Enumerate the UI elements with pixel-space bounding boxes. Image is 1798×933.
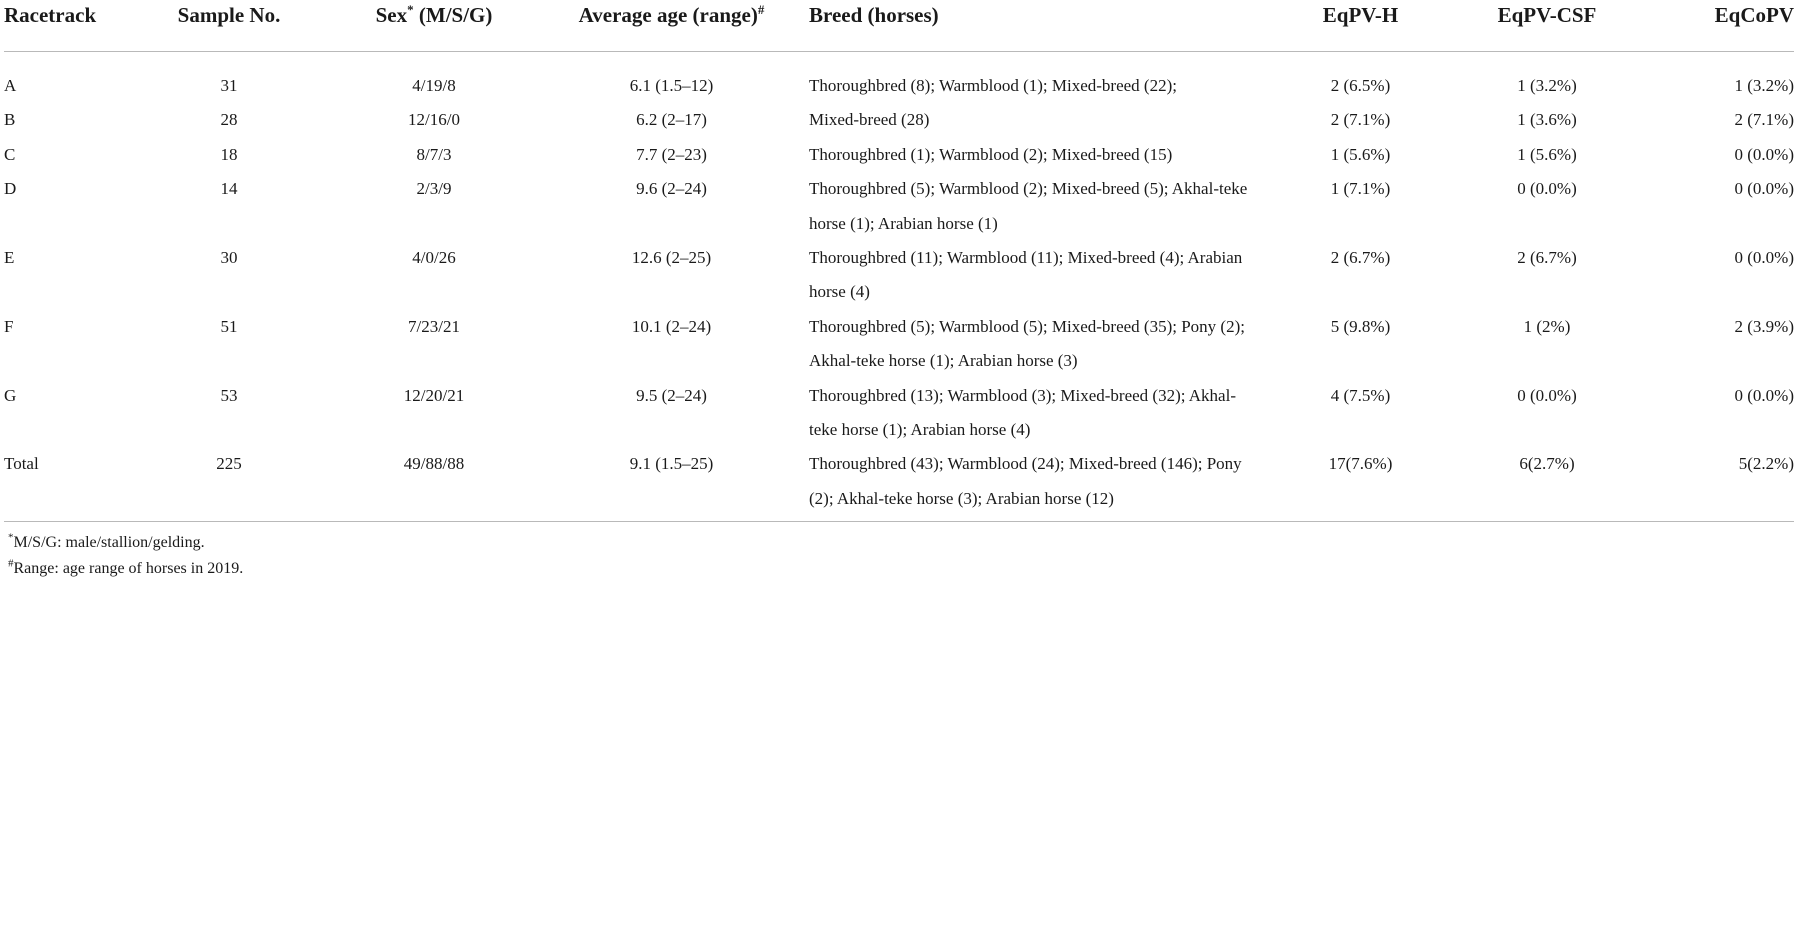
cell-racetrack: C <box>4 144 16 164</box>
table-footnotes <box>4 530 1798 582</box>
table-row <box>4 103 1794 137</box>
cell-sex: 2/3/9 <box>416 179 452 199</box>
cell-sex: 7/23/21 <box>408 316 460 336</box>
cell-eqpv-h: 1 (5.6%) <box>1330 144 1391 164</box>
cell-sample-no: 225 <box>124 447 334 521</box>
cell-breed: Thoroughbred (5); Warmblood (5); Mixed-breed (35); Pony (2); Akhal-teke horse (1); Arabian horse (3) <box>809 316 1245 371</box>
header-eqpv-csf: EqPV-CSF <box>1452 0 1642 52</box>
footnote-sex: *M/S/G: male/stallion/gelding. <box>8 531 205 552</box>
cell-eqpv-h: 2 (6.5%) <box>1330 76 1391 95</box>
cell-eqpv-h: 1 (7.1%) <box>1330 179 1391 199</box>
cell-eqpv-h: 4 (7.5%) <box>1330 385 1391 405</box>
cell-eqpv-csf: 1 (3.2%) <box>1517 76 1577 95</box>
cell-eqcopv: 2 (7.1%) <box>1734 110 1794 130</box>
cell-eqpv-h: 5 (9.8%) <box>1330 316 1391 336</box>
cell-breed: Thoroughbred (13); Warmblood (3); Mixed-breed (32); Akhal-teke horse (1); Arabian horse (4) <box>809 385 1236 440</box>
cell-sample-no: 30 <box>220 248 238 268</box>
header-eqcopv: EqCoPV <box>1642 0 1794 52</box>
cell-sex: 4/19/8 <box>412 76 456 95</box>
cell-breed: Thoroughbred (43); Warmblood (24); Mixed-breed (146); Pony (2); Akhal-teke horse (3); Arabian horse (12) <box>809 447 1269 521</box>
cell-sex: 49/88/88 <box>334 447 534 521</box>
horse-sample-table <box>4 0 1794 522</box>
cell-eqcopv: 0 (0.0%) <box>1734 179 1794 199</box>
cell-racetrack: Total <box>4 447 124 521</box>
cell-eqpv-csf: 6(2.7%) <box>1452 447 1642 521</box>
cell-breed: Thoroughbred (1); Warmblood (2); Mixed-breed (15) <box>809 144 1173 164</box>
cell-racetrack: D <box>4 179 17 199</box>
cell-eqpv-csf: 1 (3.6%) <box>1517 110 1577 130</box>
header-average-age: Average age (range)# <box>534 0 809 52</box>
table-row <box>4 172 1794 241</box>
cell-eqcopv: 0 (0.0%) <box>1734 248 1794 268</box>
cell-eqcopv: 5(2.2%) <box>1642 447 1794 521</box>
cell-sample-no: 31 <box>220 76 238 95</box>
table-row <box>4 52 1794 104</box>
table-row <box>4 379 1794 448</box>
cell-eqpv-h: 17(7.6%) <box>1269 447 1452 521</box>
cell-eqpv-h: 2 (6.7%) <box>1330 248 1391 268</box>
cell-breed: Mixed-breed (28) <box>809 110 930 130</box>
table-header-row <box>4 0 1794 52</box>
cell-age: 6.2 (2–17) <box>636 110 707 130</box>
cell-eqcopv: 2 (3.9%) <box>1734 316 1794 336</box>
header-racetrack: Racetrack <box>4 0 124 52</box>
table-row-total <box>4 447 1794 521</box>
table-row <box>4 241 1794 310</box>
cell-eqpv-h: 2 (7.1%) <box>1330 110 1391 130</box>
header-sex: Sex* (M/S/G) <box>334 0 534 52</box>
cell-racetrack: B <box>4 110 16 130</box>
cell-racetrack: A <box>4 76 17 95</box>
cell-eqpv-csf: 0 (0.0%) <box>1517 385 1577 405</box>
footnote-range: #Range: age range of horses in 2019. <box>8 557 244 578</box>
cell-sex: 12/20/21 <box>403 385 465 405</box>
cell-eqpv-csf: 1 (2%) <box>1523 316 1571 336</box>
header-eqpv-h: EqPV-H <box>1269 0 1452 52</box>
table-row <box>4 310 1794 379</box>
cell-age: 7.7 (2–23) <box>636 144 707 164</box>
cell-sample-no: 53 <box>220 385 238 405</box>
cell-racetrack: E <box>4 248 15 268</box>
cell-sample-no: 51 <box>220 316 238 336</box>
cell-breed: Thoroughbred (11); Warmblood (11); Mixed-breed (4); Arabian horse (4) <box>809 248 1243 302</box>
cell-age: 9.6 (2–24) <box>636 179 707 199</box>
cell-racetrack: F <box>4 316 14 336</box>
cell-age: 9.1 (1.5–25) <box>534 447 809 521</box>
cell-sample-no: 14 <box>220 179 238 199</box>
cell-eqcopv: 0 (0.0%) <box>1734 144 1794 164</box>
cell-racetrack: G <box>4 385 17 405</box>
cell-sample-no: 18 <box>220 144 238 164</box>
header-sample-no: Sample No. <box>124 0 334 52</box>
cell-breed: Thoroughbred (8); Warmblood (1); Mixed-breed (22); <box>809 76 1177 95</box>
cell-breed: Thoroughbred (5); Warmblood (2); Mixed-breed (5); Akhal-teke horse (1); Arabian horse (1) <box>809 179 1248 233</box>
cell-age: 10.1 (2–24) <box>631 316 712 336</box>
cell-eqpv-csf: 2 (6.7%) <box>1517 248 1577 268</box>
cell-sample-no: 28 <box>220 110 238 130</box>
cell-eqpv-csf: 1 (5.6%) <box>1517 144 1577 164</box>
cell-age: 12.6 (2–25) <box>631 248 712 268</box>
cell-eqcopv: 1 (3.2%) <box>1734 76 1794 95</box>
cell-sex: 8/7/3 <box>416 144 452 164</box>
cell-sex: 4/0/26 <box>412 248 456 268</box>
cell-age: 9.5 (2–24) <box>636 385 707 405</box>
cell-eqcopv: 0 (0.0%) <box>1734 385 1794 405</box>
cell-sex: 12/16/0 <box>408 110 460 130</box>
cell-eqpv-csf: 0 (0.0%) <box>1517 179 1577 199</box>
table-row <box>4 138 1794 172</box>
header-breed: Breed (horses) <box>809 0 1269 52</box>
cell-age: 6.1 (1.5–12) <box>629 76 714 95</box>
